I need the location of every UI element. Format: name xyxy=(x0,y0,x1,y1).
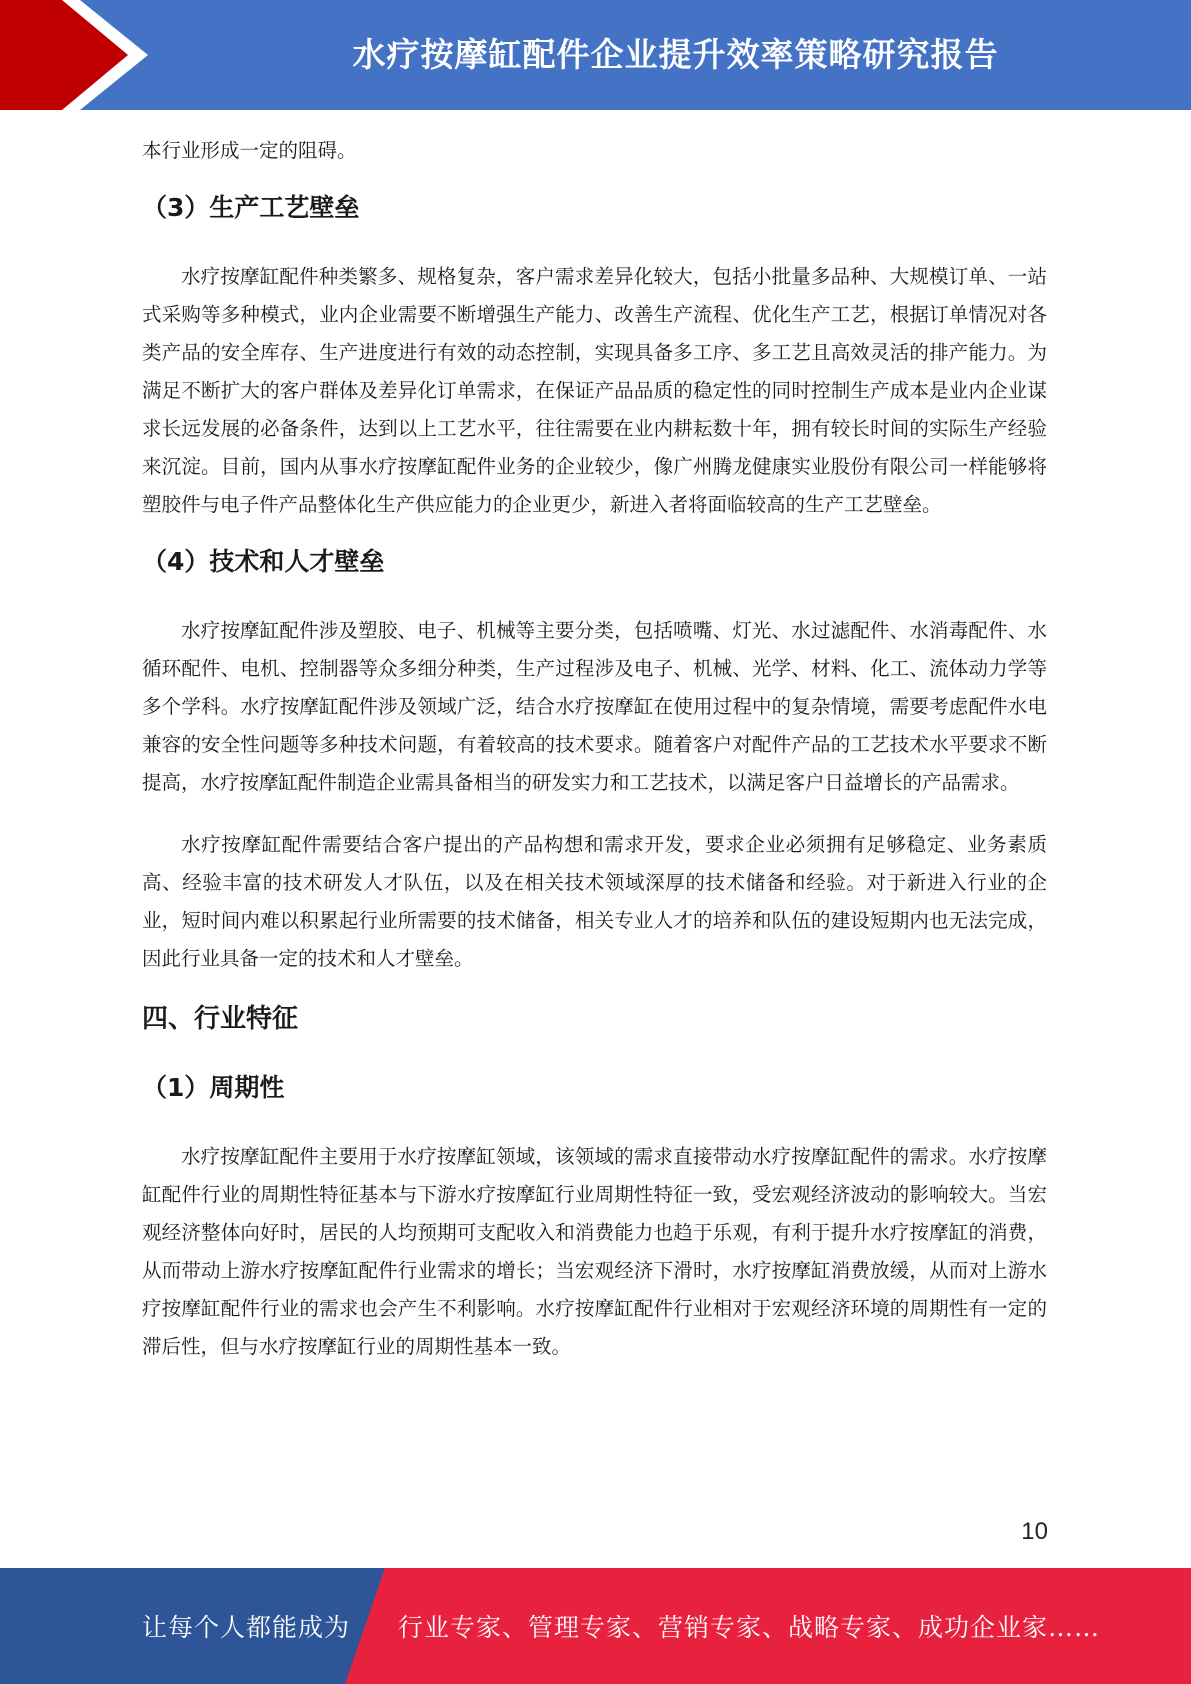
page-number: 10 xyxy=(1021,1518,1048,1545)
section-paragraph: 水疗按摩缸配件主要用于水疗按摩缸领域，该领域的需求直接带动水疗按摩缸配件的需求。水疗按摩缸配件行业的周期性特征基本与下游水疗按摩缸行业周期性特征一致，受宏观经济波动的影响较大。当宏观经济整体向好时，居民的人均预期可支配收入和消费能力也趋于乐观，有利于提升水疗按摩缸的消费，从而带动上游水疗按摩缸配件行业需求的增长；当宏观经济下滑时，水疗按摩缸消费放缓，从而对上游水疗按摩缸配件行业的需求也会产生不利影响。水疗按摩缸配件行业相对于宏观经济环境的周期性有一定的滞后性，但与水疗按摩缸行业的周期性基本一致。 xyxy=(142,1145,1047,1358)
document-body xyxy=(142,132,1047,1366)
intro-line: 本行业形成一定的阻碍。 xyxy=(142,139,357,162)
report-title: 水疗按摩缸配件企业提升效率策略研究报告 xyxy=(352,34,999,74)
header-arrow-decoration xyxy=(0,0,160,110)
footer-slogan-right: 行业专家、管理专家、营销专家、战略专家、成功企业家…… xyxy=(398,1613,1101,1642)
section-title-cyclicality: （1）周期性 xyxy=(142,1073,285,1102)
section-title-tech-talent-barrier: （4）技术和人才壁垒 xyxy=(142,547,385,576)
footer-slogan-left: 让每个人都能成为 xyxy=(142,1613,351,1642)
section-title-production-barrier: （3）生产工艺壁垒 xyxy=(142,193,360,222)
page-footer xyxy=(0,1568,1191,1684)
section-paragraph: 水疗按摩缸配件需要结合客户提出的产品构想和需求开发，要求企业必须拥有足够稳定、业务素质高、经验丰富的技术研发人才队伍，以及在相关技术领域深厚的技术储备和经验。对于新进入行业的企业，短时间内难以积累起行业所需要的技术储备，相关专业人才的培养和队伍的建设短期内也无法完成，因此行业具备一定的技术和人才壁垒。 xyxy=(142,833,1047,970)
chapter-title-industry-features: 四、行业特征 xyxy=(142,1004,299,1034)
page-header xyxy=(0,0,1191,110)
section-paragraph: 水疗按摩缸配件涉及塑胶、电子、机械等主要分类，包括喷嘴、灯光、水过滤配件、水消毒配件、水循环配件、电机、控制器等众多细分种类，生产过程涉及电子、机械、光学、材料、化工、流体动力学等多个学科。水疗按摩缸配件涉及领域广泛，结合水疗按摩缸在使用过程中的复杂情境，需要考虑配件水电兼容的安全性问题等多种技术问题，有着较高的技术要求。随着客户对配件产品的工艺技术水平要求不断提高，水疗按摩缸配件制造企业需具备相当的研发实力和工艺技术，以满足客户日益增长的产品需求。 xyxy=(142,619,1047,794)
section-paragraph: 水疗按摩缸配件种类繁多、规格复杂，客户需求差异化较大，包括小批量多品种、大规模订单、一站式采购等多种模式，业内企业需要不断增强生产能力、改善生产流程、优化生产工艺，根据订单情况对各类产品的安全库存、生产进度进行有效的动态控制，实现具备多工序、多工艺且高效灵活的排产能力。为满足不断扩大的客户群体及差异化订单需求，在保证产品品质的稳定性的同时控制生产成本是业内企业谋求长远发展的必备条件，达到以上工艺水平，往往需要在业内耕耘数十年，拥有较长时间的实际生产经验来沉淀。目前，国内从事水疗按摩缸配件业务的企业较少，像广州腾龙健康实业股份有限公司一样能够将塑胶件与电子件产品整体化生产供应能力的企业更少，新进入者将面临较高的生产工艺壁垒。 xyxy=(142,265,1047,516)
